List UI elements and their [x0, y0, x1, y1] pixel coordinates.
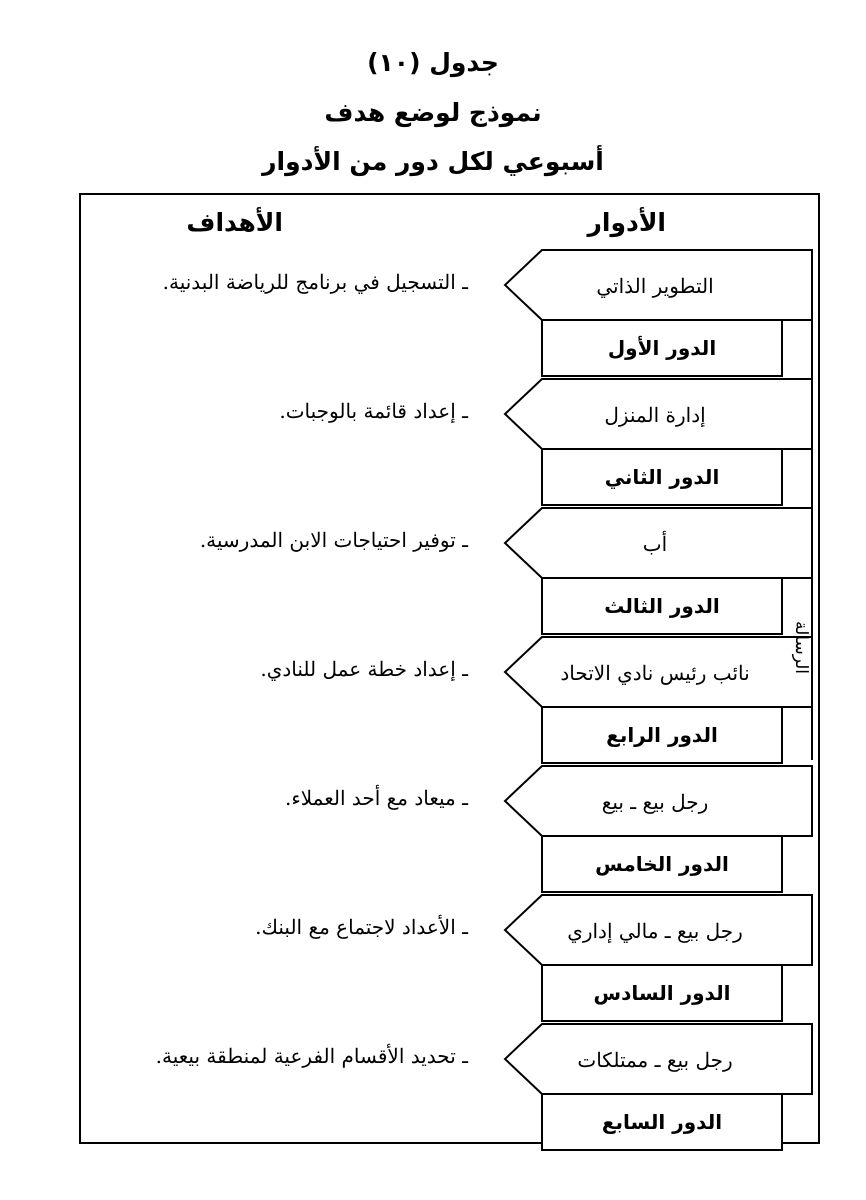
message-side-label: الرسالة: [791, 621, 811, 675]
role-name: نائب رئيس نادي الاتحاد: [560, 661, 750, 685]
table-number: جدول (١٠): [367, 48, 499, 77]
role-order-label: الدور الأول: [607, 336, 717, 360]
weekly-goal: ـ ميعاد مع أحد العملاء.: [284, 786, 468, 810]
roles-column-header: الأدوار: [587, 208, 666, 237]
weekly-goal: ـ إعداد خطة عمل للنادي.: [260, 657, 468, 681]
role-name: إدارة المنزل: [604, 403, 706, 427]
weekly-goal: ـ تحديد الأقسام الفرعية لمنطقة بيعية.: [155, 1044, 468, 1068]
role-name: رجل بيع ـ بيع: [601, 790, 709, 814]
weekly-goal: ـ إعداد قائمة بالوجبات.: [279, 399, 468, 423]
table-subtitle: أسبوعي لكل دور من الأدوار: [262, 147, 604, 176]
role-name: رجل بيع ـ ممتلكات: [577, 1048, 733, 1072]
role-order-label: الدور الخامس: [595, 852, 729, 876]
role-name: التطوير الذاتي: [596, 274, 714, 298]
weekly-goal: ـ الأعداد لاجتماع مع البنك.: [255, 915, 468, 939]
role-order-label: الدور السابع: [601, 1110, 723, 1134]
role-order-label: الدور الثاني: [604, 465, 720, 489]
weekly-goal: ـ توفير احتياجات الابن المدرسية.: [199, 528, 468, 552]
role-name: أب: [642, 532, 668, 556]
role-order-label: الدور الرابع: [606, 723, 718, 747]
role-order-label: الدور الثالث: [604, 594, 720, 618]
goals-column-header: الأهداف: [186, 208, 283, 237]
table-title: نموذج لوضع هدف: [324, 98, 542, 127]
weekly-goal: ـ التسجيل في برنامج للرياضة البدنية.: [162, 270, 468, 294]
role-name: رجل بيع ـ مالي إداري: [567, 919, 743, 943]
role-order-label: الدور السادس: [593, 981, 731, 1005]
